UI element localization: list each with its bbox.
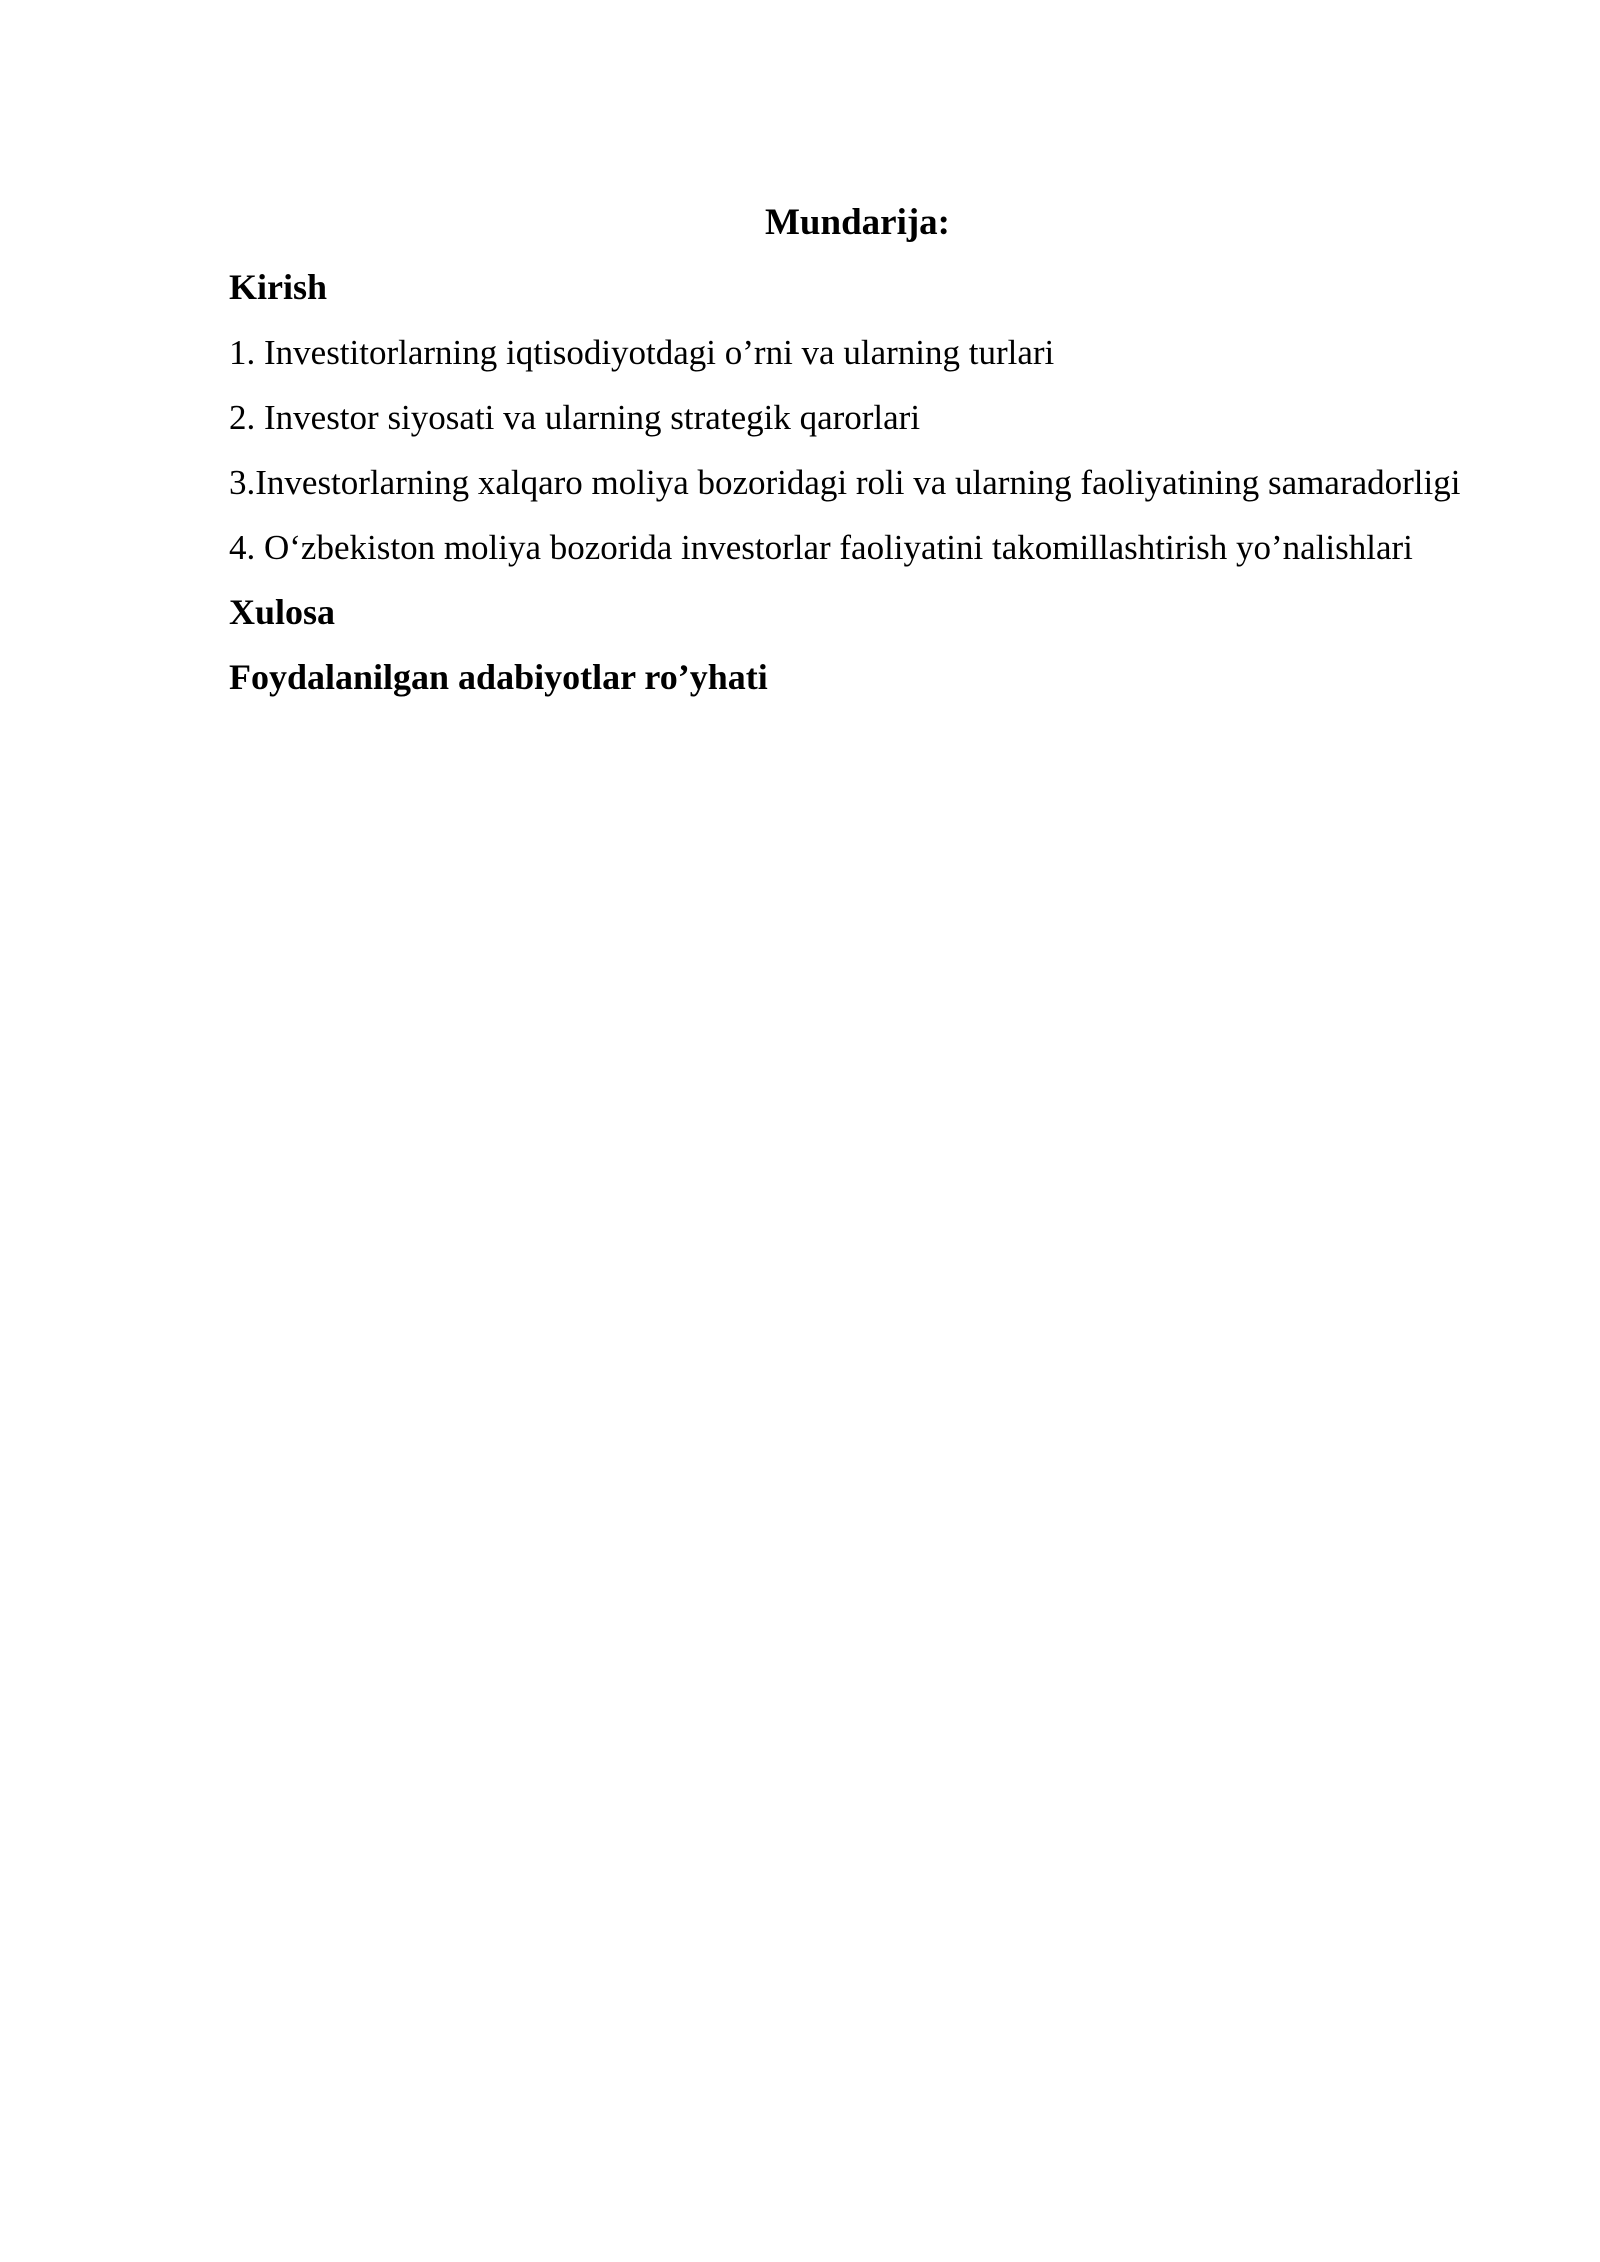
toc-entry-chapter-1: 1. Investitorlarning iqtisodiyotdagi o’rni va ularning turlari	[229, 333, 1055, 372]
toc-entry-chapter-4: 4. O‘zbekiston moliya bozorida investorlar faoliyatini takomillashtirish yo’nalishlari	[229, 528, 1413, 567]
toc-entry-references: Foydalanilgan adabiyotlar ro’yhati	[229, 657, 768, 697]
toc-entry-conclusion: Xulosa	[229, 592, 336, 632]
toc-entry-introduction: Kirish	[229, 267, 328, 307]
table-of-contents	[229, 190, 1486, 710]
page-title: Mundarija:	[765, 202, 950, 243]
toc-entry-chapter-2: 2. Investor siyosati va ularning strategik qarorlari	[229, 398, 921, 437]
toc-entry-chapter-3: 3.Investorlarning xalqaro moliya bozoridagi roli va ularning faoliyatining samaradorligi	[229, 463, 1461, 502]
